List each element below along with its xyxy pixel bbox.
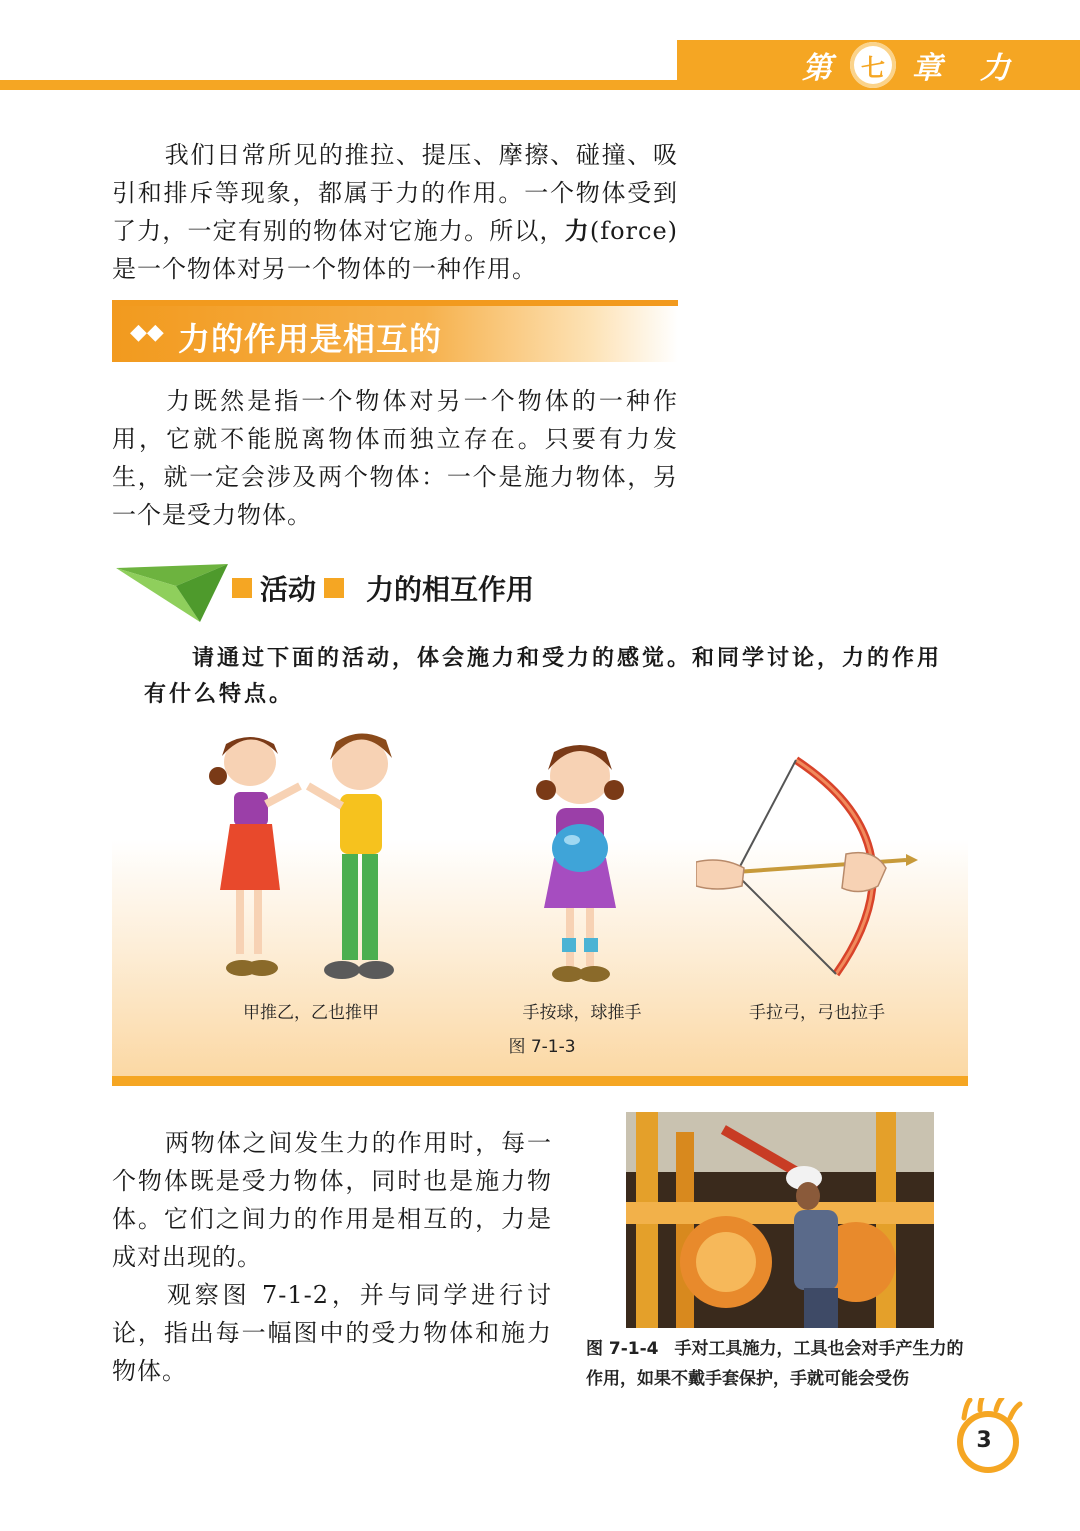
caption-kids-pushing: 甲推乙，乙也推甲 [243, 1003, 379, 1023]
intro-paragraph [112, 136, 678, 288]
caption-girl-ball: 手按球，球推手 [522, 1003, 642, 1023]
chapter-banner [677, 40, 1080, 90]
chapter-title: 力 [980, 51, 1012, 86]
intro-text-2: (force) 是一个物体对另一个物体的一种作用。 [112, 217, 679, 283]
bow-and-arrow-illustration [696, 756, 918, 978]
figure-7-1-4-text: 手对工具施力，工具也会对手产生力的作用，如果不戴手套保护，手就可能会受伤 [586, 1339, 964, 1389]
chapter-number: 七 [850, 42, 896, 88]
paper-plane-icon [116, 562, 228, 624]
body-paragraph-2 [112, 1276, 552, 1390]
girl-pressing-ball-illustration [520, 732, 640, 994]
figure-7-1-4-caption [586, 1334, 978, 1394]
figure-7-1-4-label: 图 7-1-4 [586, 1339, 659, 1359]
body-paragraph-2-text: 观察图 7-1-2，并与同学进行讨论，指出每一幅图中的受力物体和施力物体。 [112, 1281, 552, 1385]
header-rule [0, 80, 680, 90]
diamond-bullet-icon: ◆◆ [130, 320, 164, 345]
activity-tag: 活动 [260, 573, 317, 606]
chapter-suffix: 章 [912, 51, 944, 86]
intro-text-1: 我们日常所见的推拉、提压、摩擦、碰撞、吸引和排斥等现象，都属于力的作用。一个物体受到了力，一定有别的物体对它施力。所以， [112, 141, 678, 245]
body-paragraph-1 [112, 1124, 552, 1276]
force-term: 力 [564, 217, 590, 245]
square-bullet-icon [232, 578, 252, 598]
section-heading [112, 300, 678, 362]
square-bullet-icon [324, 578, 344, 598]
body-paragraph-1-text: 两物体之间发生力的作用时，每一个物体既是受力物体，同时也是施力物体。它们之间力的作用是相互的，力是成对出现的。 [112, 1129, 552, 1271]
worker-with-wrench-photo [626, 1112, 934, 1328]
section-title: 力的作用是相互的 [178, 320, 443, 358]
activity-intro-text: 请通过下面的活动，体会施力和受力的感觉。和同学讨论，力的作用有什么特点。 [144, 645, 943, 707]
section-paragraph [112, 382, 678, 534]
caption-bow: 手拉弓，弓也拉手 [749, 1003, 885, 1023]
page-number: 3 [976, 1428, 992, 1453]
kids-pushing-illustration [200, 720, 410, 990]
section-paragraph-text: 力既然是指一个物体对另一个物体的一种作用，它就不能脱离物体而独立存在。只要有力发生，就一定会涉及两个物体：一个是施力物体，另一个是受力物体。 [112, 387, 678, 529]
figure-7-1-3-label: 图 7-1-3 [508, 1037, 576, 1057]
activity-intro [144, 640, 944, 712]
chapter-prefix: 第 [802, 51, 834, 86]
activity-heading [232, 568, 534, 608]
activity-title: 力的相互作用 [366, 573, 535, 606]
